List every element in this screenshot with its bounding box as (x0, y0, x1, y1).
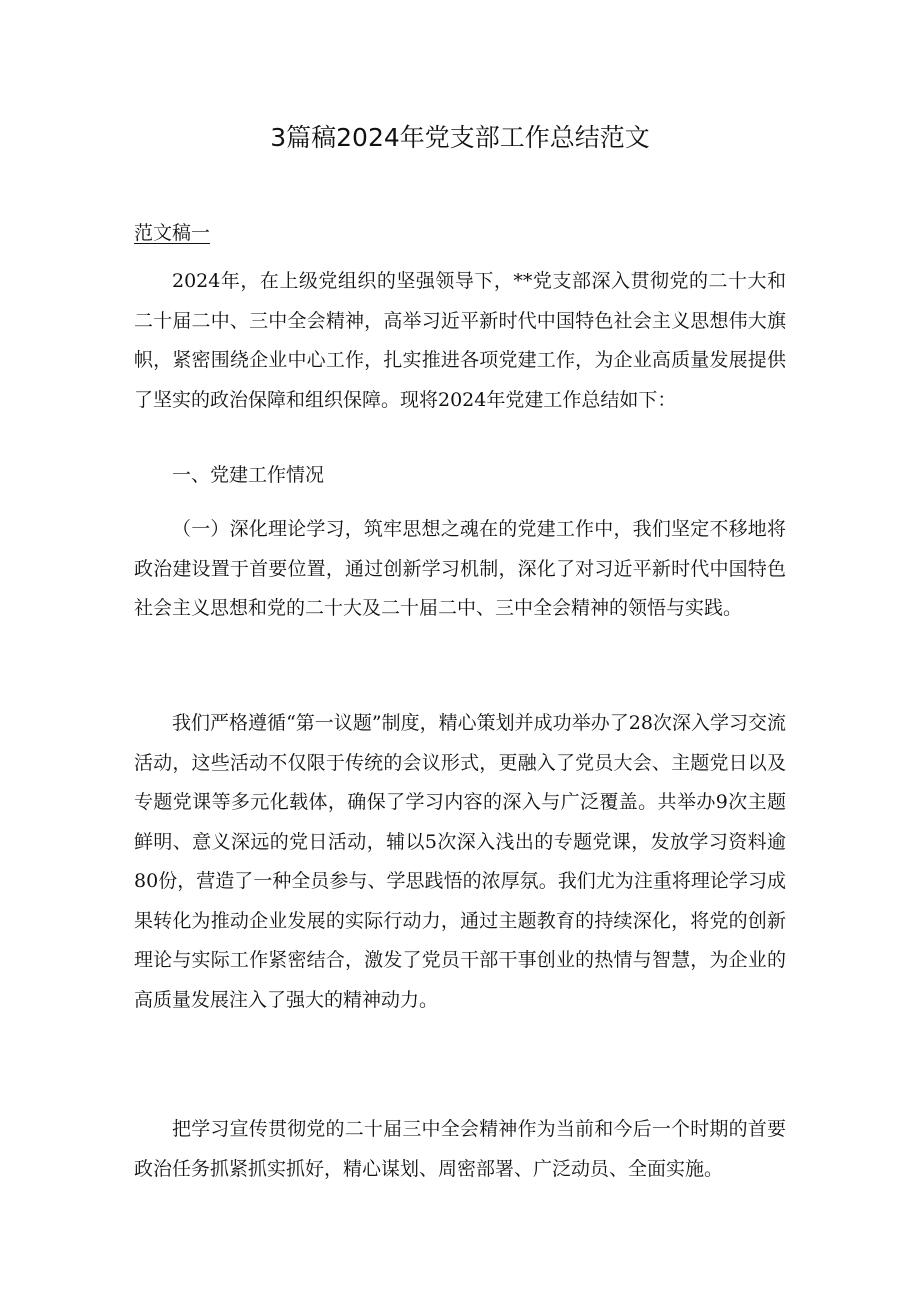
section-heading: 一、党建工作情况 (172, 464, 325, 486)
paragraph-plenum-study: 把学习宣传贯彻党的二十届三中全会精神作为当前和今后一个时期的首要政治任务抓紧抓实抓好，精心谋划、周密部署、广泛动员、全面实施。 (134, 1118, 786, 1180)
paragraph-intro: 2024年，在上级党组织的坚强领导下，**党支部深入贯彻党的二十大和二十届二中、三中全会精神，高举习近平新时代中国特色社会主义思想伟大旗帜，紧密围绕企业中心工作，扎实推进各项党建工作，为企业高质量发展提供了坚实的政治保障和组织保障。现将2024年党建工作总结如下： (134, 270, 786, 411)
paragraph-activities: 我们严格遵循“第一议题”制度，精心策划并成功举办了28次深入学习交流活动，这些活动不仅限于传统的会议形式，更融入了党员大会、主题党日以及专题党课等多元化载体，确保了学习内容的深入与广泛覆盖。共举办9次主题鲜明、意义深远的党日活动，辅以5次深入浅出的专题党课，发放学习资料逾80份，营造了一种全员参与、学思践悟的浓厚氛。我们尤为注重将理论学习成果转化为推动企业发展的实际行动力，通过主题教育的持续深化，将党的创新理论与实际工作紧密结合，激发了党员干部干事创业的热情与智慧，为企业的高质量发展注入了强大的精神动力。 (134, 712, 786, 1011)
section-subtitle: 范文稿一 (134, 222, 211, 244)
document-title: 3篇稿2024年党支部工作总结范文 (270, 123, 650, 152)
paragraph-theory-study: （一）深化理论学习，筑牢思想之魂在的党建工作中，我们坚定不移地将政治建设置于首要位置，通过创新学习机制，深化了对习近平新时代中国特色社会主义思想和党的二十大及二十届二中、三中全会精神的领悟与实践。 (134, 518, 786, 619)
